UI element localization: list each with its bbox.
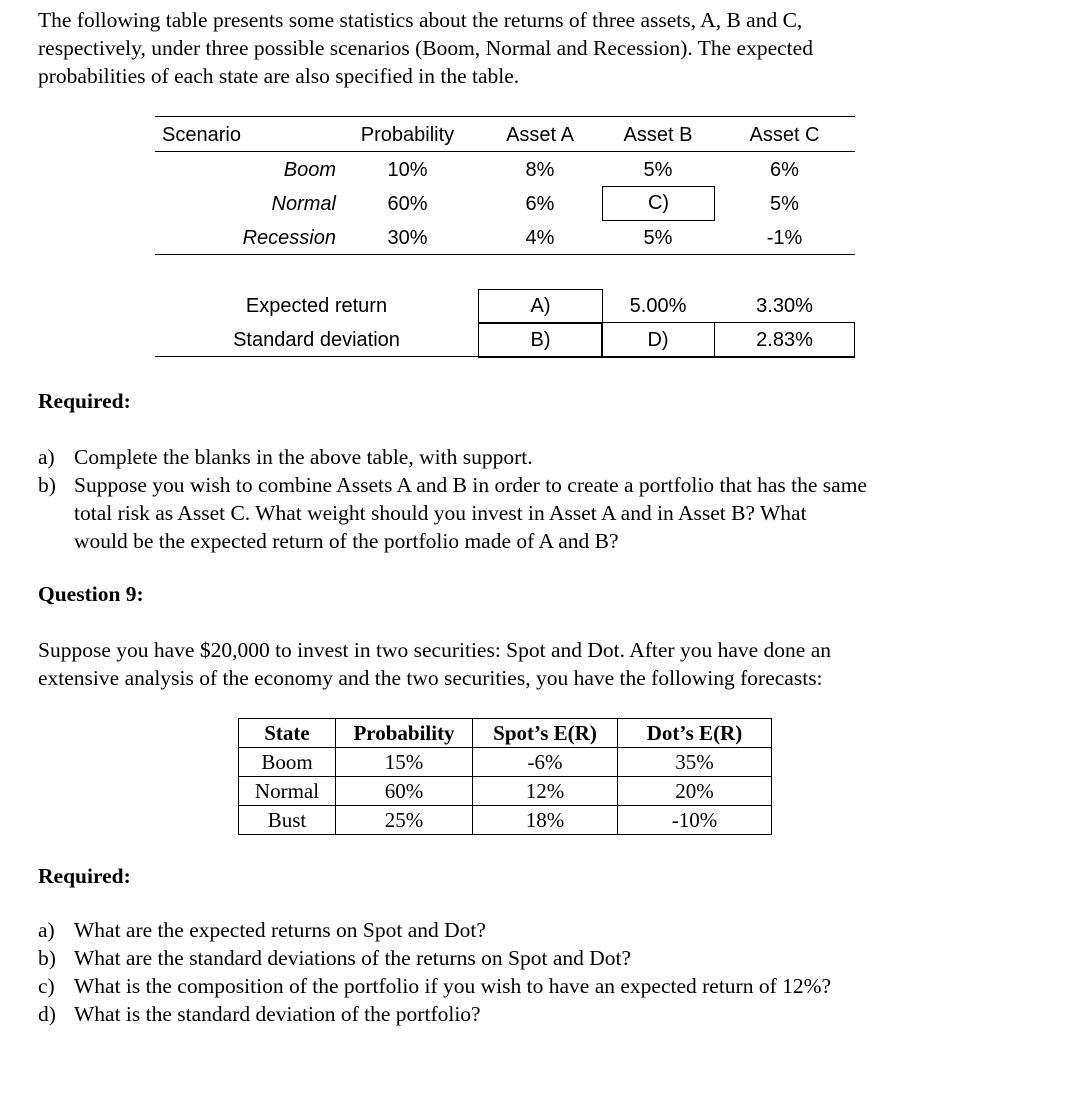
asset-c-cell: -1% [766, 226, 803, 249]
dot-cell: 20% [618, 777, 772, 806]
summary-label: Expected return [245, 294, 388, 317]
blank-b-box: B) [478, 322, 603, 358]
blank-d-box: D) [601, 322, 715, 358]
item-text: Suppose you wish to combine Assets A and B in order to create a portfolio that has the same [74, 473, 867, 497]
item-text: What is the standard deviation of the portfolio? [74, 1002, 481, 1026]
asset-a-cell: 8% [525, 158, 555, 181]
header-asset-b: Asset B [623, 123, 693, 146]
table-row [239, 806, 772, 835]
dot-cell: -10% [618, 806, 772, 835]
item-text: would be the expected return of the portfolio made of A and B? [74, 529, 619, 553]
probability-cell: 15% [336, 748, 473, 777]
intro-line: The following table presents some statistics about the returns of three assets, A, B and C, [38, 8, 803, 32]
asset-c-cell: 6% [770, 158, 799, 181]
item-label: a) [38, 918, 55, 942]
item-label: d) [38, 1002, 56, 1026]
summary-bottom-rule [155, 356, 855, 357]
blank-a-box: A) [478, 289, 603, 324]
blank-c-box: C) [602, 186, 715, 221]
header-state: State [239, 719, 336, 748]
question-line: Suppose you have $20,000 to invest in two securities: Spot and Dot. After you have done an [38, 638, 831, 662]
asset-c-expected: 3.30% [756, 294, 813, 317]
scenario-cell: Recession [242, 226, 336, 249]
item-text: total risk as Asset C. What weight should you invest in Asset A and in Asset B? What [74, 501, 807, 525]
asset-b-cell: 5% [643, 158, 673, 181]
state-cell: Bust [239, 806, 336, 835]
header-dot: Dot’s E(R) [618, 719, 772, 748]
header-spot: Spot’s E(R) [473, 719, 618, 748]
header-asset-c: Asset C [749, 123, 820, 146]
spot-cell: 12% [473, 777, 618, 806]
required-heading: Required: [38, 864, 131, 888]
scenario-cell: Normal [271, 192, 336, 215]
header-probability: Probability [360, 123, 455, 146]
table-row [239, 777, 772, 806]
dot-cell: 35% [618, 748, 772, 777]
spot-cell: 18% [473, 806, 618, 835]
spot-cell: -6% [473, 748, 618, 777]
summary-label: Standard deviation [233, 328, 400, 351]
item-text: Complete the blanks in the above table, with support. [74, 445, 533, 469]
asset-a-cell: 6% [525, 192, 555, 215]
intro-line: probabilities of each state are also specified in the table. [38, 64, 520, 88]
forecast-table [238, 718, 772, 835]
scenario-cell: Boom [283, 158, 336, 181]
asset-b-cell: 5% [643, 226, 673, 249]
item-label: b) [38, 946, 56, 970]
state-cell: Boom [239, 748, 336, 777]
item-text: What is the composition of the portfolio if you wish to have an expected return of 12%? [74, 974, 832, 998]
probability-cell: 25% [336, 806, 473, 835]
probability-cell: 60% [387, 192, 428, 215]
table-row [239, 748, 772, 777]
question-line: extensive analysis of the economy and the two securities, you have the following forecasts: [38, 666, 823, 690]
item-text: What are the expected returns on Spot and Dot? [74, 918, 486, 942]
header-probability: Probability [336, 719, 473, 748]
item-text: What are the standard deviations of the returns on Spot and Dot? [74, 946, 632, 970]
table-top-rule [155, 116, 855, 117]
asset-a-cell: 4% [525, 226, 555, 249]
intro-line: respectively, under three possible scenarios (Boom, Normal and Recession). The expected [38, 36, 813, 60]
item-label: c) [38, 974, 55, 998]
header-asset-a: Asset A [506, 123, 574, 146]
state-cell: Normal [239, 777, 336, 806]
asset-c-cell: 5% [770, 192, 799, 215]
table-header-row [239, 719, 772, 748]
asset-b-expected: 5.00% [629, 294, 687, 317]
header-scenario: Scenario [162, 123, 241, 146]
table-header-rule [155, 151, 855, 152]
probability-cell: 30% [387, 226, 428, 249]
item-label: a) [38, 445, 55, 469]
question-heading: Question 9: [38, 582, 144, 606]
probability-cell: 60% [336, 777, 473, 806]
asset-c-std-box: 2.83% [714, 322, 855, 358]
required-heading: Required: [38, 389, 131, 413]
item-label: b) [38, 473, 56, 497]
probability-cell: 10% [387, 158, 428, 181]
